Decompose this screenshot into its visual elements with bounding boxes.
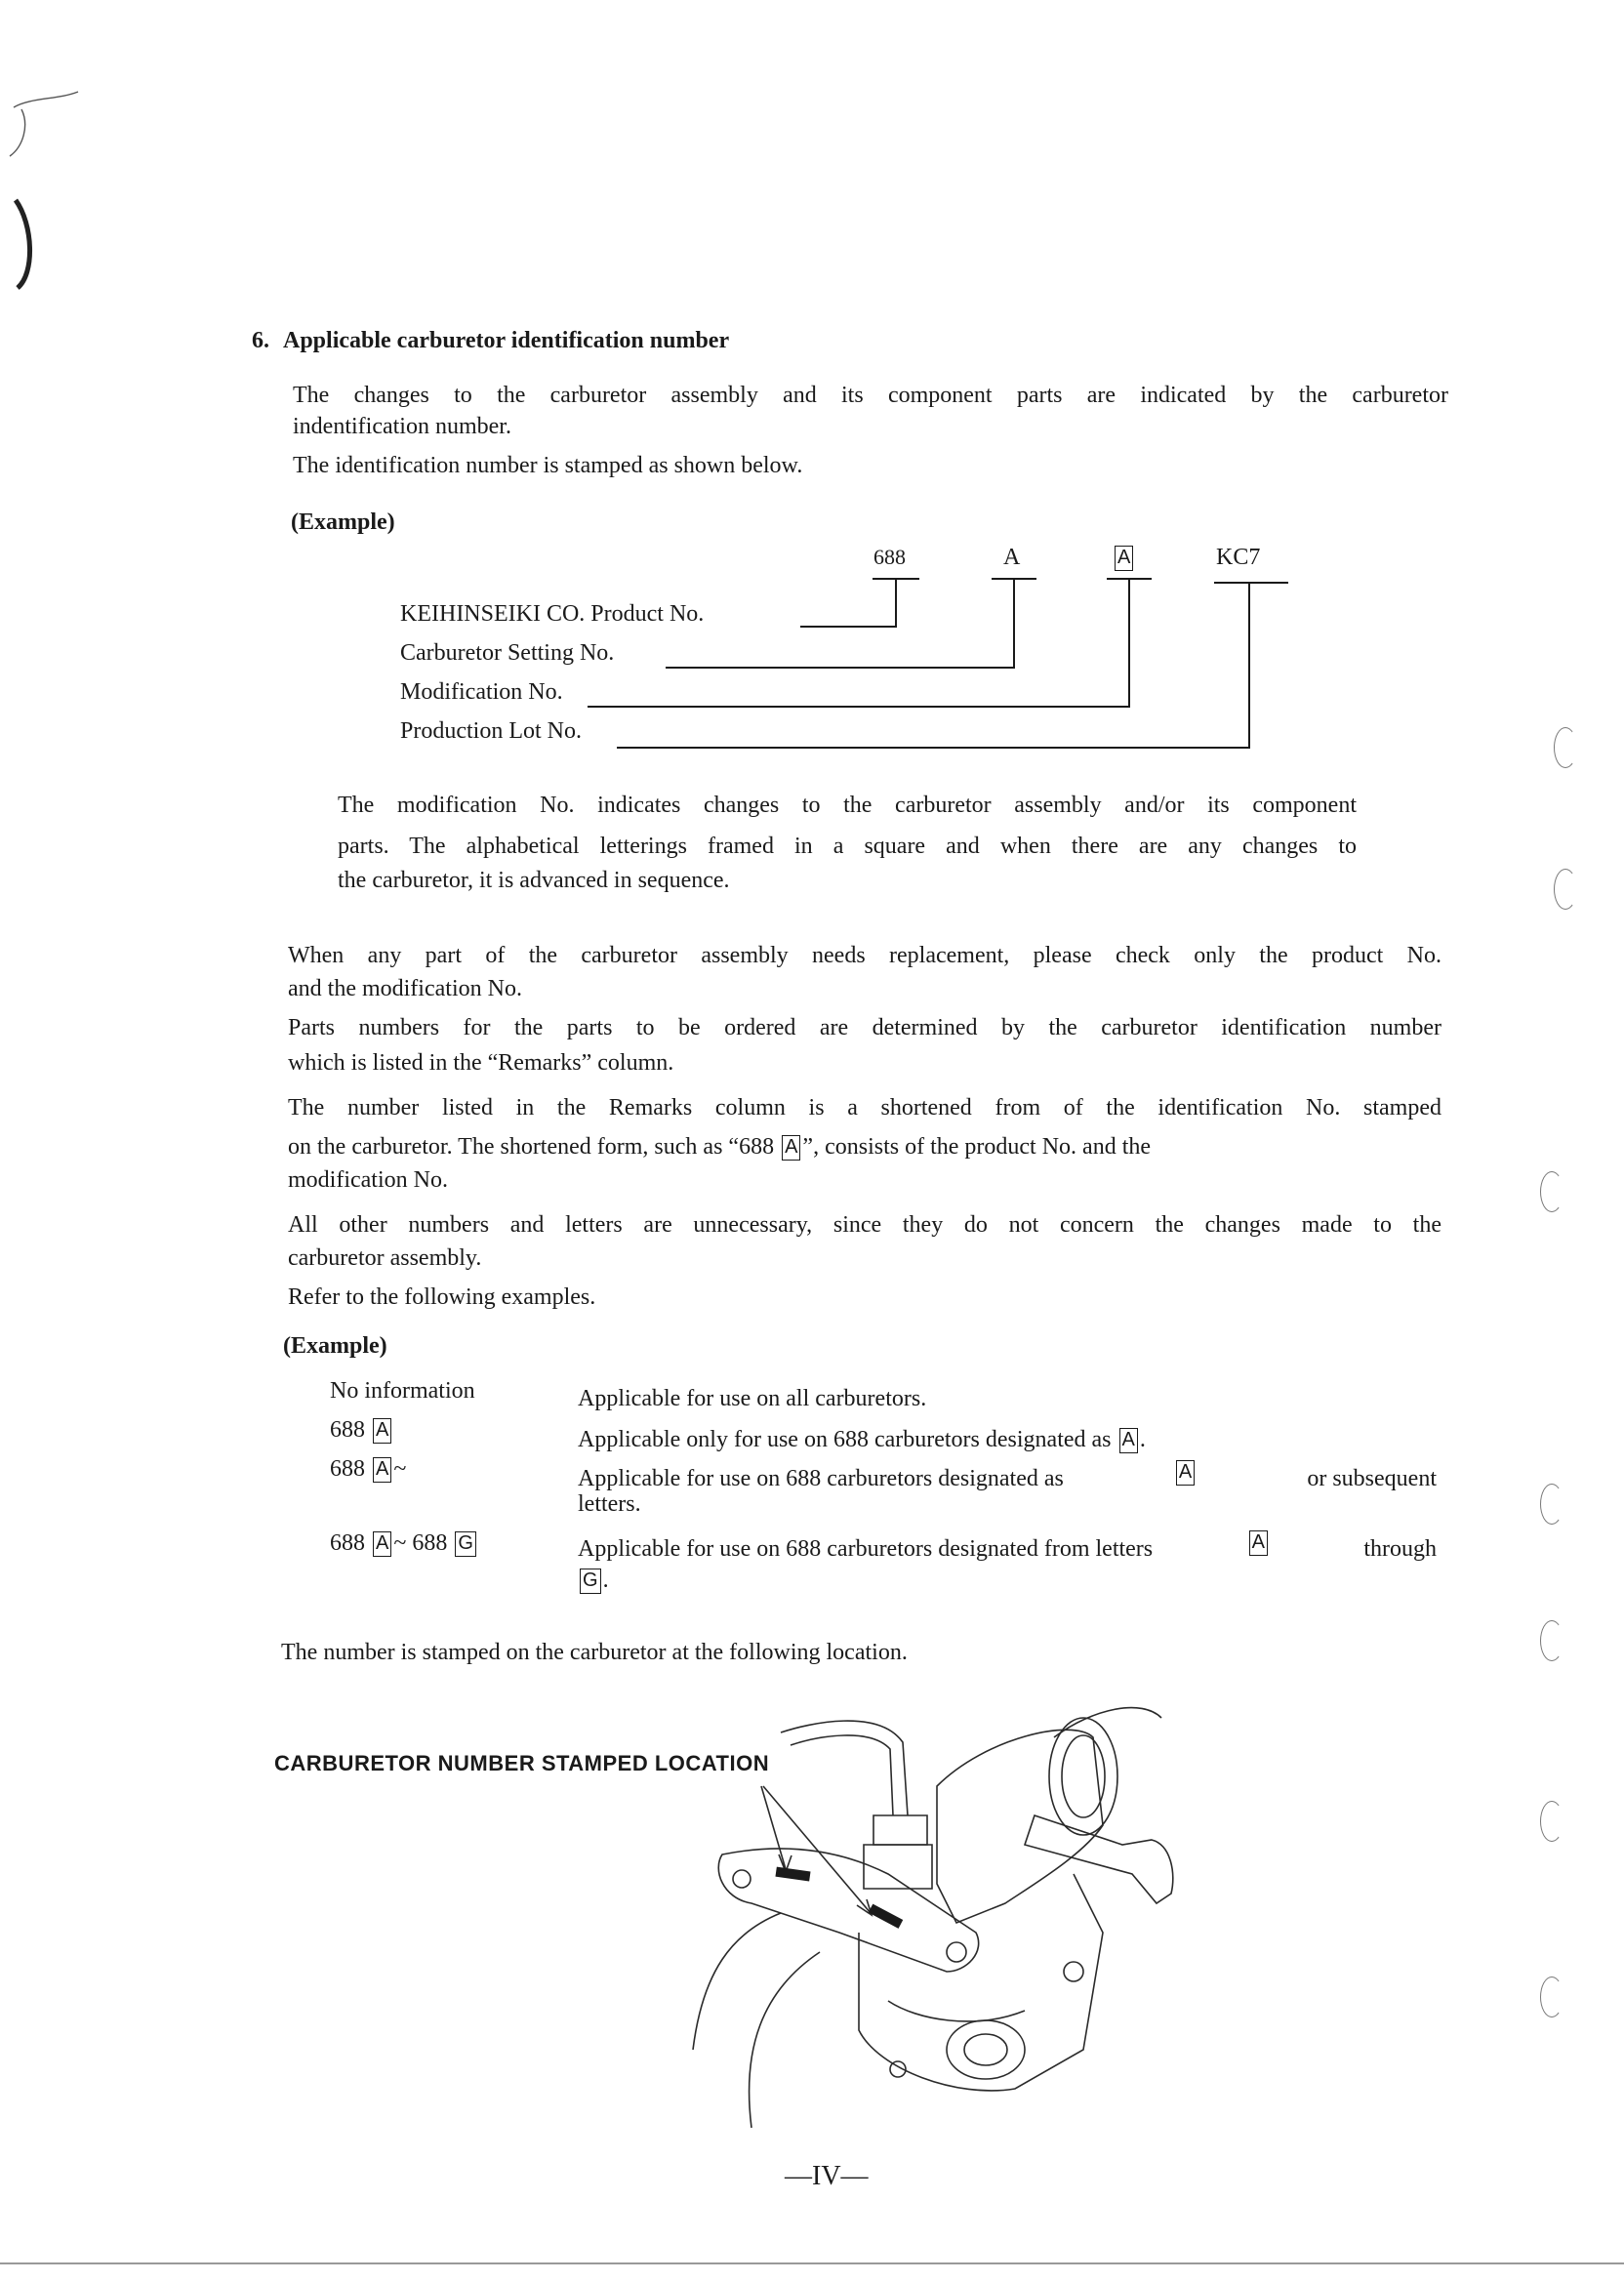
id-number-leader-lines (0, 0, 1624, 781)
label-product-no: KEIHINSEIKI CO. Product No. (400, 601, 705, 627)
example-label-2: (Example) (283, 1333, 387, 1359)
example-desc-4: Applicable for use on 688 carburetors designated from letters A through (578, 1531, 1437, 1562)
example-code-2: 688 A (330, 1411, 393, 1449)
shortened-pre: on the carburetor. The shortened form, such as “688 (288, 1134, 775, 1160)
scan-edge-line (0, 2262, 1624, 2264)
example-code-3: 688 A ~ (330, 1456, 407, 1482)
section-number: 6. (252, 328, 269, 353)
binder-hole-3 (1540, 1171, 1563, 1212)
body-line-1: When any part of the carburetor assembly needs replacement, please check only the product No. (288, 943, 1441, 968)
label-lot-no: Production Lot No. (400, 718, 582, 744)
binder-hole-7 (1540, 1976, 1563, 2017)
example-desc-1: Applicable for use on all carburetors. (578, 1386, 927, 1411)
location-sentence: The number is stamped on the carburetor at the following location. (281, 1640, 908, 1665)
binder-hole-4 (1540, 1484, 1563, 1525)
intro-line-3: The identification number is stamped as shown below. (293, 453, 803, 478)
body-line-5: The number listed in the Remarks column is a shortened from of the identification No. stamped (288, 1095, 1441, 1121)
example-desc-2: Applicable only for use on 688 carburetors designated as A . (578, 1427, 1146, 1452)
code-product: 688 (873, 545, 906, 569)
body-line-7: modification No. (288, 1167, 448, 1193)
body-line-10: Refer to the following examples. (288, 1284, 596, 1310)
code-modification: A (1115, 546, 1133, 571)
label-modification-no: Modification No. (400, 679, 563, 705)
note-line-1: The modification No. indicates changes to the carburetor assembly and/or its component (338, 793, 1357, 818)
shortened-post: ”, consists of the product No. and the (802, 1134, 1152, 1160)
body-line-6 (288, 1128, 1441, 1166)
page-number: —IV— (785, 2161, 869, 2191)
figure-callout: CARBURETOR NUMBER STAMPED LOCATION (274, 1751, 770, 1775)
carburetor-illustration (664, 1679, 1210, 2138)
body-line-9: carburetor assembly. (288, 1245, 482, 1271)
binder-hole-5 (1540, 1620, 1563, 1661)
binder-hole-2 (1554, 869, 1577, 910)
body-line-8: All other numbers and letters are unnecessary, since they do not concern the changes made to the (288, 1212, 1441, 1238)
example-desc-3b: letters. (578, 1491, 641, 1517)
note-line-3: the carburetor, it is advanced in sequence. (338, 868, 730, 893)
example-label-1: (Example) (291, 509, 395, 535)
note-line-2: parts. The alphabetical letterings framed in a square and when there are any changes to (338, 834, 1357, 859)
example-code-4: 688 A ~ 688 G (330, 1525, 478, 1563)
example-code-1: No information (330, 1378, 475, 1404)
body-line-4: which is listed in the “Remarks” column. (288, 1050, 674, 1076)
body-line-3: Parts numbers for the parts to be ordered are determined by the carburetor identification number (288, 1015, 1441, 1040)
example-desc-3: Applicable for use on 688 carburetors designated as A or subsequent (578, 1461, 1437, 1491)
binder-hole-6 (1540, 1801, 1563, 1842)
code-lot: KC7 (1216, 545, 1261, 570)
body-line-2: and the modification No. (288, 976, 522, 1001)
code-setting: A (1003, 545, 1021, 570)
label-setting-no: Carburetor Setting No. (400, 640, 615, 666)
section-title: Applicable carburetor identification number (283, 328, 730, 353)
shortened-box: A (782, 1135, 800, 1161)
example-desc-4b: G . (578, 1562, 609, 1600)
intro-line-2: indentification number. (293, 414, 511, 439)
intro-line-1: The changes to the carburetor assembly and its component parts are indicated by the carburetor (293, 383, 1448, 408)
